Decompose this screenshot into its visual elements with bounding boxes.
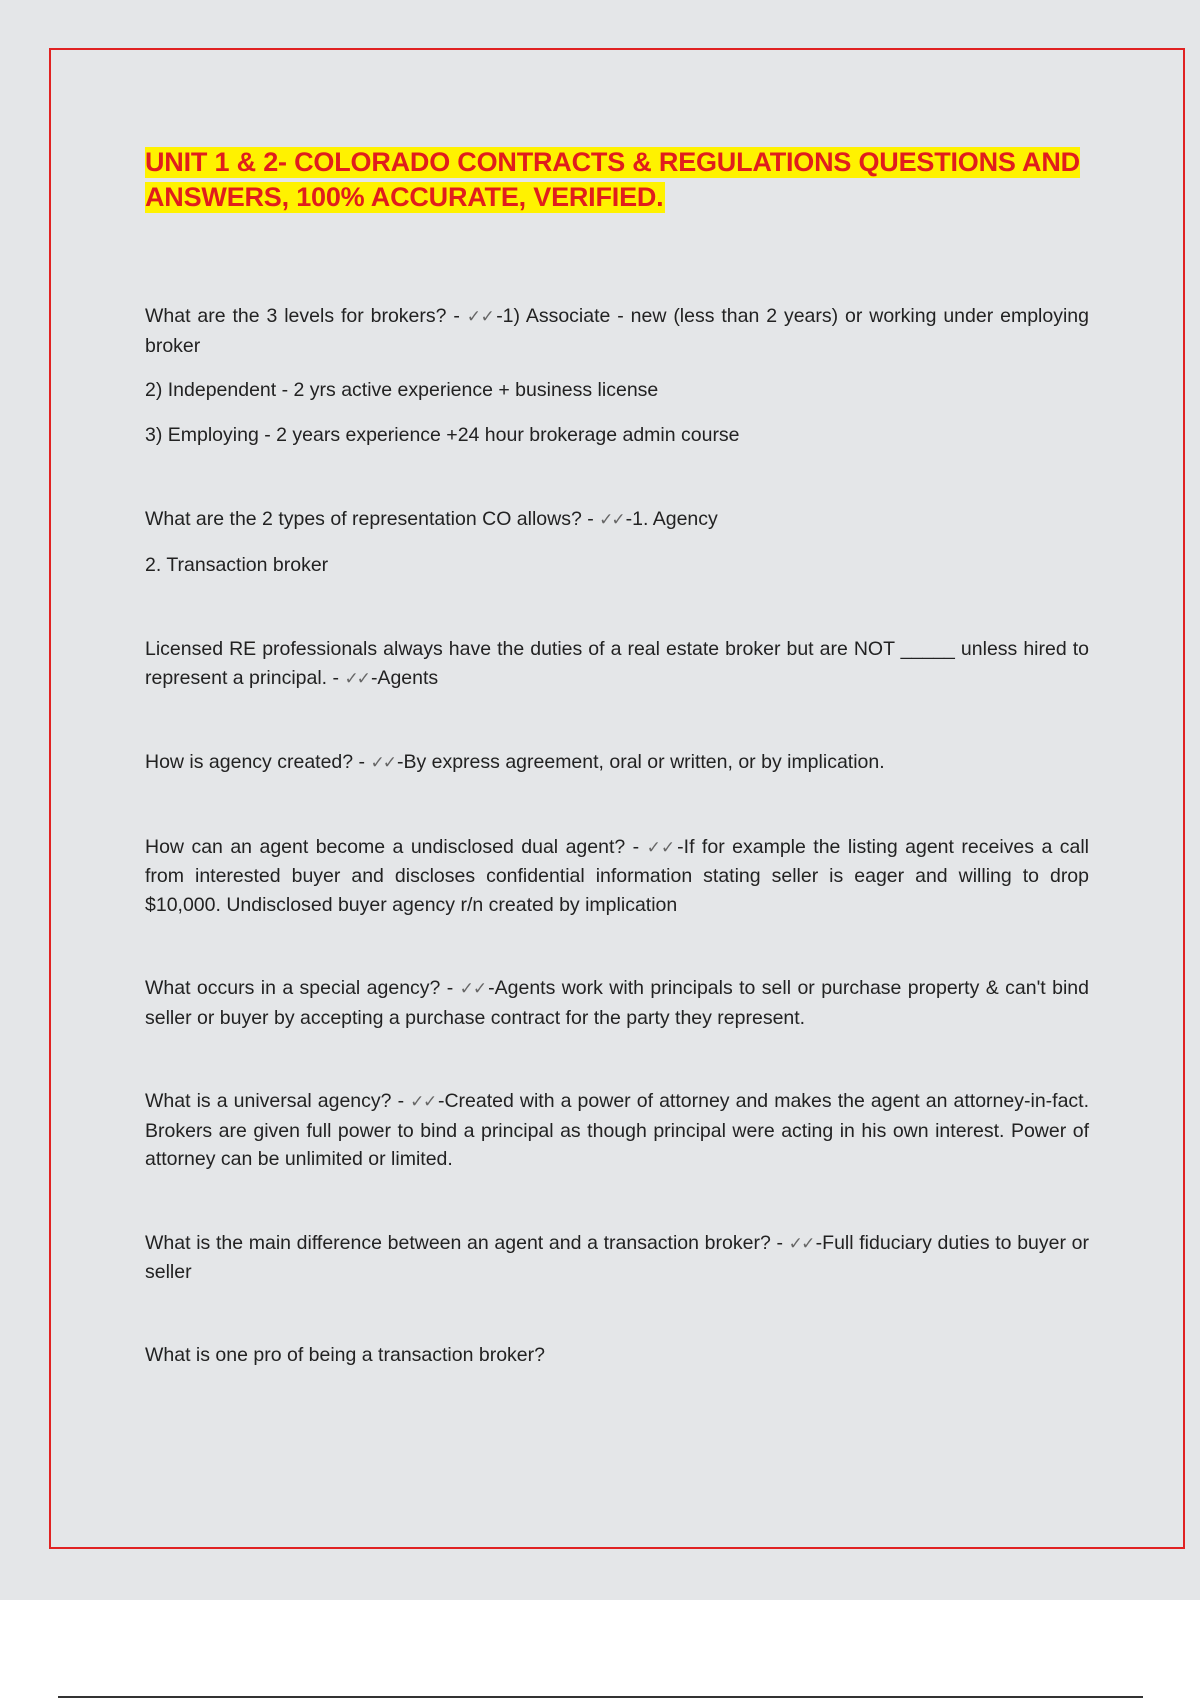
qa-entry [145,974,1089,1032]
answer-text: -If for example the listing agent receives a call from interested buyer and discloses confidential information stating seller is eager and willing to drop $10,000. Undisclosed buyer agency r/n created by implication [145,835,1089,916]
qa-entry [145,302,1089,360]
double-check-icon: ✓✓ [459,979,487,999]
qa-item [145,748,1089,778]
answer-text: -1. Agency [625,508,718,530]
question-text: What is a universal agency? - [145,1090,411,1112]
answer-continuation: 2) Independent - 2 yrs active experience + business license [145,379,659,401]
qa-entry [145,1087,1089,1174]
qa-item [145,505,1089,579]
qa-item [145,1229,1089,1287]
answer-text: -Agents [370,666,439,689]
qa-entry [145,748,1089,778]
qa-item [145,635,1089,693]
question-text: What occurs in a special agency? - [145,977,460,999]
double-check-icon: ✓✓ [410,1092,436,1112]
answer-text: -Agents work with principals to sell or purchase property & can't bind seller or buyer by accepting a purchase contract for the party they represent. [145,977,1089,1029]
qa-list [145,302,1089,1369]
question-text: How is agency created? - [145,751,371,773]
qa-entry [145,505,1089,535]
qa-entry [145,1341,1089,1370]
double-check-icon: ✓✓ [370,753,395,773]
document-title-text: UNIT 1 & 2- COLORADO CONTRACTS & REGULATIONS QUESTIONS AND ANSWERS, 100% ACCURATE, VERIFIED. [145,147,1080,212]
qa-item [145,302,1089,449]
double-check-icon: ✓✓ [344,668,369,689]
answer-text: -1) Associate - new (less than 2 years) or working under employing broker [145,305,1089,357]
footer-rule [58,1696,1143,1698]
double-check-icon: ✓✓ [788,1233,814,1254]
qa-entry [145,833,1089,920]
answer-text: -Created with a power of attorney and makes the agent an attorney-in-fact. Brokers are given full power to bind a principal as though principal were acting in his own interest. Power of attorney can be unlimited or limited. [145,1090,1090,1170]
question-text: What are the 2 types of representation CO allows? - [145,508,600,530]
document-title [145,145,1093,215]
answer-text: -Full fiduciary duties to buyer or seller [145,1231,1089,1283]
double-check-icon: ✓✓ [599,510,624,530]
question-text: What are the 3 levels for brokers? - [145,305,467,327]
double-check-icon: ✓✓ [466,307,495,327]
answer-continuation: 2. Transaction broker [145,553,329,576]
qa-item [145,1341,1089,1370]
question-text: What is one pro of being a transaction broker? [145,1343,545,1366]
answer-continuation: 3) Employing - 2 years experience +24 hour brokerage admin course [145,423,740,446]
qa-entry [145,635,1089,693]
question-text: How can an agent become a undisclosed dual agent? - [145,835,647,858]
answer-text: -By express agreement, oral or written, or by implication. [396,751,885,773]
qa-item [145,833,1089,920]
qa-item [145,974,1089,1032]
double-check-icon: ✓✓ [646,837,676,858]
question-text: What is the main difference between an agent and a transaction broker? - [145,1231,789,1254]
qa-entry [145,1229,1089,1287]
question-text: Licensed RE professionals always have the duties of a real estate broker but are NOT _____ unless hired to represent a principal. - [145,638,1089,689]
qa-item [145,1087,1089,1174]
